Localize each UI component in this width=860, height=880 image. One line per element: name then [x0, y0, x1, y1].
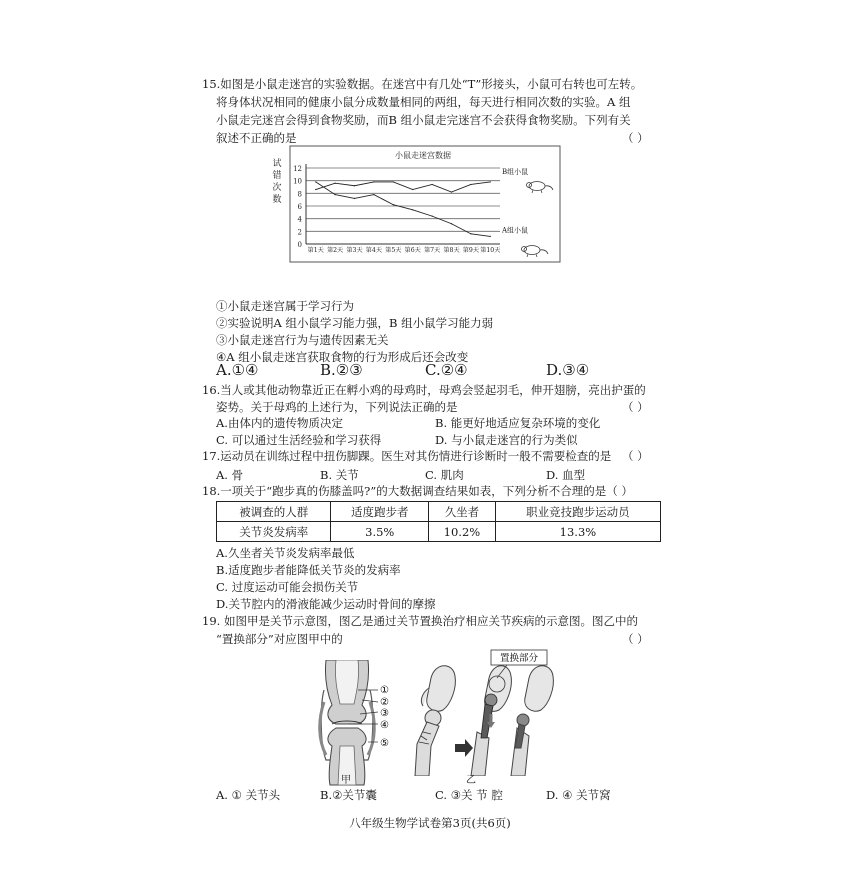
chart-xtick-label: 第10天 [480, 247, 501, 254]
table-row [217, 522, 661, 542]
q17-stem: 17.运动员在训练过程中扭伤脚踝。医生对其伤情进行诊断时一般不需要检查的是 [202, 449, 612, 463]
mouse-a-icon-legs [527, 254, 537, 257]
chart-ytick-label: 0 [297, 241, 302, 249]
chart-xtick-label: 第7天 [423, 247, 441, 254]
q19-option-d[interactable]: D. ④ 关节窝 [546, 788, 611, 802]
q15-statement-2: ②实验说明A 组小鼠学习能力强，B 组小鼠学习能力弱 [216, 316, 494, 330]
q15-option-a[interactable]: A.①④ [216, 361, 259, 379]
q15-stem-line-1: 15.如图是小鼠走迷宫的实验数据。在迷宫中有几处“T”形接头，小鼠可右转也可左转。 [202, 77, 643, 91]
q19-answer-paren: （ ） [622, 632, 649, 646]
femur-left-damaged [415, 710, 441, 776]
chart-title: 小鼠走迷宫数据 [395, 151, 451, 160]
knee-joint-drawing [320, 660, 375, 785]
fig-label-3: ③ [380, 708, 389, 719]
chart-ylabel-char: 试 [272, 159, 282, 169]
q17-answer-paren: （ ） [622, 449, 649, 463]
page-footer: 八年级生物学试卷第3页(共6页) [349, 816, 511, 830]
chart-data-point [490, 181, 491, 182]
chart-data-point [315, 181, 316, 182]
mouse-a-icon-body [524, 246, 540, 255]
q18-option-d[interactable]: D.关节腔内的滑液能减少运动时骨间的摩擦 [216, 597, 436, 611]
fig-label-4: ④ [380, 720, 389, 731]
chart-data-point [451, 223, 452, 224]
table-cell: 10.2% [429, 522, 496, 542]
chart-data-point [373, 194, 374, 195]
chart-data-point [432, 216, 433, 217]
chart-data-point [412, 189, 413, 190]
chart-xtick-label: 第2天 [326, 247, 344, 254]
fig-jia-caption: 甲 [341, 775, 351, 786]
q16-option-d[interactable]: D. 与小鼠走迷宫的行为类似 [435, 433, 578, 447]
table-header-cell: 职业竞技跑步运动员 [495, 502, 660, 522]
chart-xtick-label: 第6天 [404, 247, 421, 254]
femur-middle [471, 732, 489, 776]
q15-answer-paren: （ ） [622, 131, 649, 145]
figure-yi-hip-replacement [405, 648, 563, 776]
q18-stem: 18.一项关于“跑步真的伤膝盖吗?”的大数据调查结果如表，下列分析不合理的是（ ） [202, 484, 633, 498]
right-arrow-icon [455, 739, 473, 757]
chart-xtick-label: 第8天 [443, 247, 460, 254]
q19-option-c[interactable]: C. ③关 节 腔 [435, 788, 503, 802]
chart-xtick-label: 第3天 [346, 247, 363, 254]
mouse-b-icon-body [529, 182, 545, 191]
q17-option-c[interactable]: C. 肌肉 [425, 468, 464, 482]
fig-label-2: ② [380, 697, 389, 708]
mouse-a-icon-head [522, 247, 527, 252]
q15-stem-line-2: 将身体状况相同的健康小鼠分成数量相同的两组，每天进行相同次数的实验。A 组 [216, 95, 631, 109]
q16-option-b[interactable]: B. 能更好地适应复杂环境的变化 [435, 416, 601, 430]
chart-series-label: A组小鼠 [502, 226, 529, 235]
chart-data-point [470, 233, 471, 234]
q16-stem-line-2: 姿势。关于母鸡的上述行为，下列说法正确的是 [216, 400, 458, 414]
chart-data-point [393, 204, 394, 205]
chart-data-point [470, 184, 471, 185]
q19-option-b[interactable]: B.②关节囊 [320, 788, 377, 802]
chart-ytick-label: 12 [293, 165, 302, 173]
fig-label-1: ① [380, 685, 389, 696]
chart-data-point [451, 191, 452, 192]
chart-data-point [373, 181, 374, 182]
q15-option-d[interactable]: D.③④ [546, 361, 590, 379]
chart-data-point [393, 181, 394, 182]
q16-answer-paren: （ ） [622, 400, 649, 414]
fig-label-5: ⑤ [380, 738, 389, 749]
mouse-b-icon-tail [545, 186, 553, 190]
replace-label: 置换部分 [499, 653, 539, 664]
q18-option-a[interactable]: A.久坐者关节炎发病率最低 [216, 546, 355, 560]
q16-option-c[interactable]: C. 可以通过生活经验和学习获得 [216, 433, 382, 447]
chart-data-point [354, 185, 355, 186]
table-header-cell: 适度跑步者 [331, 502, 429, 522]
chart-ytick-label: 10 [293, 177, 302, 186]
chart-xtick-label: 第5天 [385, 247, 402, 254]
implant-stem [481, 694, 497, 738]
chart-data-point [335, 194, 336, 195]
table-header-row [217, 502, 661, 522]
q17-option-d[interactable]: D. 血型 [546, 468, 586, 482]
mouse-a-icon-tail [540, 250, 548, 254]
q15-statement-3: ③小鼠走迷宫行为与遗传因素无关 [216, 333, 389, 347]
femur-right-replaced [511, 714, 529, 776]
q15-statement-1: ①小鼠走迷宫属于学习行为 [216, 299, 354, 313]
mouse-b-icon-head [527, 183, 532, 188]
pelvis-left [421, 666, 455, 712]
table-header-cell: 被调查的人群 [217, 502, 331, 522]
q15-statement-4: ④A 组小鼠走迷宫获取食物的行为形成后还会改变 [216, 350, 469, 364]
chart-ylabel-char: 次 [272, 183, 282, 193]
q19-stem-line-1: 19. 如图甲是关节示意图，图乙是通过关节置换治疗相应关节疾病的示意图。图乙中的 [202, 614, 638, 628]
q17-option-b[interactable]: B. 关节 [320, 468, 359, 482]
q18-data-table [216, 501, 661, 542]
q15-option-c[interactable]: C.②④ [425, 361, 468, 379]
table-cell: 3.5% [331, 522, 429, 542]
q15-stem-line-4: 叙述不正确的是 [216, 131, 297, 145]
table-cell: 关节炎发病率 [217, 522, 331, 542]
q19-option-a[interactable]: A. ① 关节头 [216, 788, 281, 802]
chart-data-point [432, 184, 433, 185]
fig-yi-caption: 乙 [466, 775, 476, 786]
pelvis-right [525, 666, 554, 712]
chart-ylabel-char: 错 [272, 171, 282, 181]
chart-data-point [490, 236, 491, 237]
chart-series-line [316, 182, 491, 236]
table-header-cell: 久坐者 [429, 502, 496, 522]
q15-stem-line-3: 小鼠走完迷宫会得到食物奖励，而B 组小鼠走完迷宫不会获得食物奖励。下列有关 [216, 113, 631, 127]
chart-series-label: B组小鼠 [502, 167, 529, 176]
chart-xtick-label: 第9天 [462, 247, 480, 254]
q19-stem-line-2: “置换部分”对应图甲中的 [216, 632, 343, 646]
chart-ytick-label: 6 [297, 203, 302, 211]
q18-option-b[interactable]: B.适度跑步者能降低关节炎的发病率 [216, 563, 401, 577]
q17-option-a[interactable]: A. 骨 [216, 468, 244, 482]
q16-stem-line-1: 16.当人或其他动物靠近正在孵小鸡的母鸡时，母鸡会竖起羽毛，伸开翅膀，亮出护蛋的 [202, 383, 646, 397]
chart-ylabel-char: 数 [272, 195, 282, 205]
chart-xtick-label: 第4天 [365, 247, 383, 254]
table-cell: 13.3% [495, 522, 660, 542]
chart-ytick-label: 2 [297, 228, 302, 237]
chart-data-point [412, 209, 413, 210]
chart-data-point [315, 189, 316, 190]
q15-option-b[interactable]: B.②③ [320, 361, 363, 379]
q18-option-c[interactable]: C. 过度运动可能会损伤关节 [216, 580, 359, 594]
chart-data-point [354, 198, 355, 199]
figure-jia-knee-joint [318, 660, 398, 790]
chart-frame [290, 146, 560, 262]
chart-series-line [316, 182, 491, 192]
chart-data-point [335, 183, 336, 184]
chart-ytick-label: 4 [297, 215, 302, 224]
mouse-b-icon-legs [532, 190, 542, 193]
chart-xtick-label: 第1天 [307, 247, 324, 254]
chart-ytick-label: 8 [297, 190, 302, 199]
q16-option-a[interactable]: A.由体内的遗传物质决定 [216, 416, 343, 430]
